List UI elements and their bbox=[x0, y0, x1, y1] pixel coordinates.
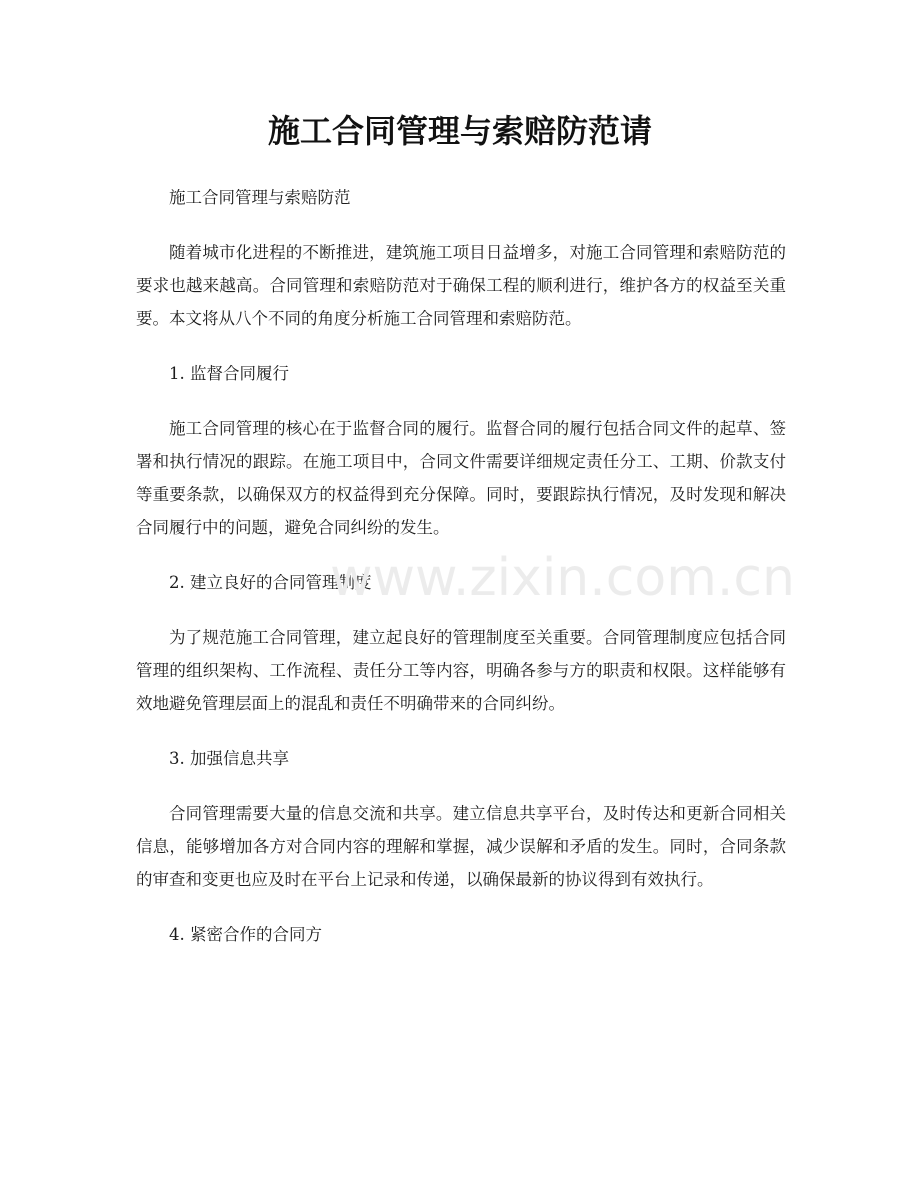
section-body-2: 为了规范施工合同管理，建立起良好的管理制度至关重要。合同管理制度应包括合同管理的组织架构、工作流程、责任分工等内容，明确各参与方的职责和权限。这样能够有效地避免管理层面上的混乱和责任不明确带来的合同纠纷。 bbox=[136, 628, 786, 713]
document-body bbox=[136, 181, 786, 951]
section-heading-3: 3. 加强信息共享 bbox=[169, 749, 289, 768]
section-heading-1: 1. 监督合同履行 bbox=[169, 364, 289, 383]
intro-paragraph: 随着城市化进程的不断推进，建筑施工项目日益增多，对施工合同管理和索赔防范的要求也越来越高。合同管理和索赔防范对于确保工程的顺利进行，维护各方的权益至关重要。本文将从八个不同的角度分析施工合同管理和索赔防范。 bbox=[136, 243, 786, 328]
section-heading-4: 4. 紧密合作的合同方 bbox=[169, 925, 322, 944]
document-subtitle: 施工合同管理与索赔防范 bbox=[169, 188, 351, 207]
watermark-text: www.zixin.com.cn bbox=[330, 548, 795, 608]
section-body-1: 施工合同管理的核心在于监督合同的履行。监督合同的履行包括合同文件的起草、签署和执行情况的跟踪。在施工项目中，合同文件需要详细规定责任分工、工期、价款支付等重要条款，以确保双方的权益得到充分保障。同时，要跟踪执行情况，及时发现和解决合同履行中的问题，避免合同纠纷的发生。 bbox=[136, 419, 786, 537]
section-heading-2: 2. 建立良好的合同管理制度 bbox=[169, 573, 372, 592]
document-title: 施工合同管理与索赔防范请 bbox=[267, 112, 652, 150]
section-body-3: 合同管理需要大量的信息交流和共享。建立信息共享平台，及时传达和更新合同相关信息，能够增加各方对合同内容的理解和掌握，减少误解和矛盾的发生。同时，合同条款的审查和变更也应及时在平台上记录和传递，以确保最新的协议得到有效执行。 bbox=[136, 804, 786, 889]
